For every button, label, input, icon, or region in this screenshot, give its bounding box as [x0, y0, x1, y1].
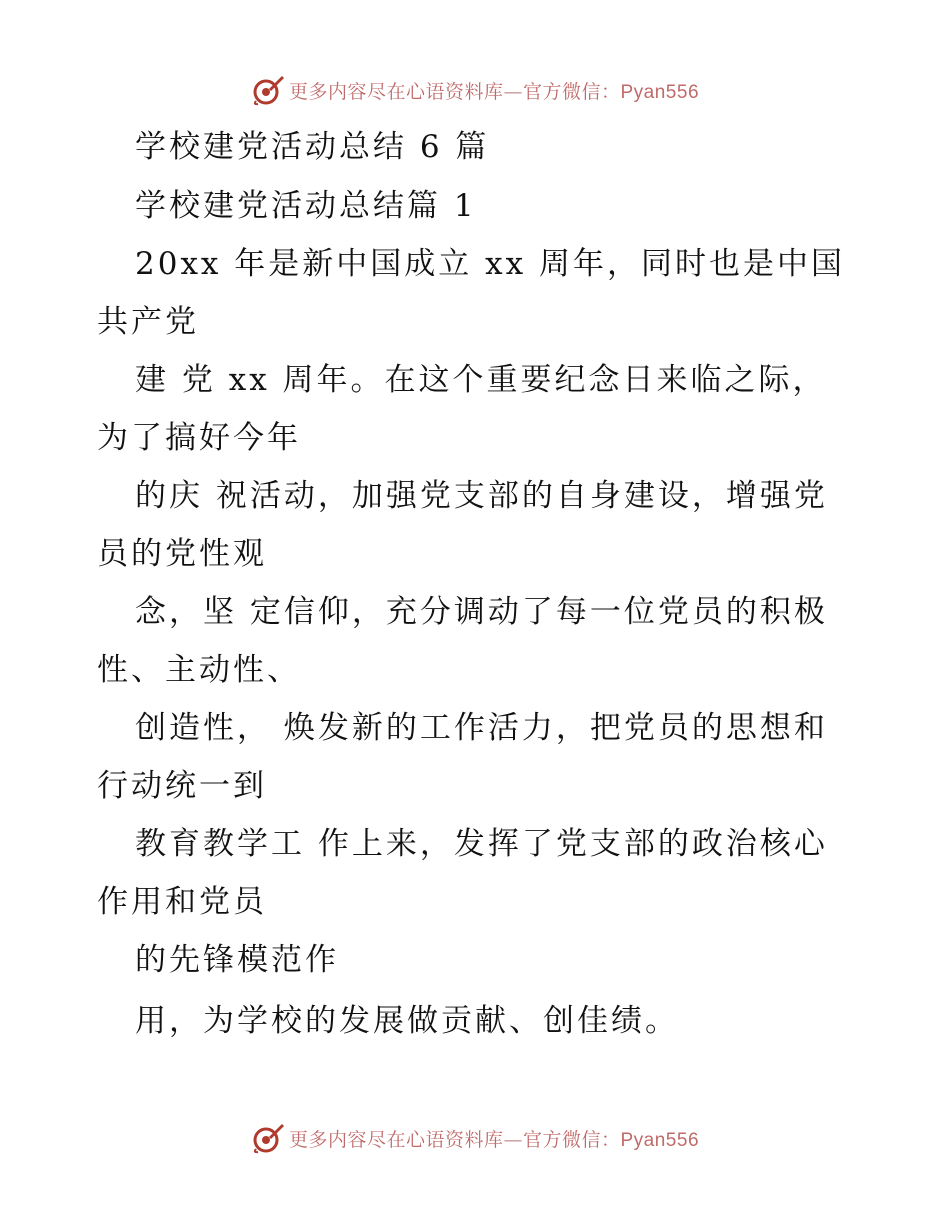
paragraph-line: 用，为学校的发展做贡献、创佳绩。	[135, 1003, 679, 1039]
footer-watermark	[0, 1118, 950, 1158]
paragraph-line: 员的党性观	[97, 536, 267, 572]
section-heading: 学校建党活动总结篇 1	[135, 188, 477, 224]
paragraph-line: 创造性， 焕发新的工作活力，把党员的思想和	[135, 710, 828, 746]
paragraph-line: 的先锋模范作	[135, 942, 339, 978]
paragraph-line: 教育教学工 作上来，发挥了党支部的政治核心	[135, 826, 828, 862]
paragraph-line: 行动统一到	[97, 768, 267, 804]
paragraph-line: 20xx 年是新中国成立 xx 周年，同时也是中国	[135, 246, 845, 282]
paragraph-line: 的庆 祝活动，加强党支部的自身建设，增强党	[135, 478, 828, 514]
watermark-text: 更多内容尽在心语资料库—官方微信：Pyan556	[288, 80, 700, 103]
pen-logo-icon	[251, 1121, 285, 1155]
document-title: 学校建党活动总结 6 篇	[135, 129, 490, 165]
paragraph-line: 作用和党员	[97, 884, 267, 920]
paragraph-line: 建 党 xx 周年。在这个重要纪念日来临之际，	[135, 362, 827, 398]
pen-logo-icon	[251, 73, 285, 107]
paragraph-line: 为了搞好今年	[97, 420, 301, 456]
paragraph-line: 念，坚 定信仰，充分调动了每一位党员的积极	[135, 594, 828, 630]
paragraph-line: 共产党	[97, 304, 199, 340]
watermark-text: 更多内容尽在心语资料库—官方微信：Pyan556	[288, 1128, 700, 1151]
header-watermark	[0, 70, 950, 110]
paragraph-line: 性、主动性、	[97, 652, 301, 688]
